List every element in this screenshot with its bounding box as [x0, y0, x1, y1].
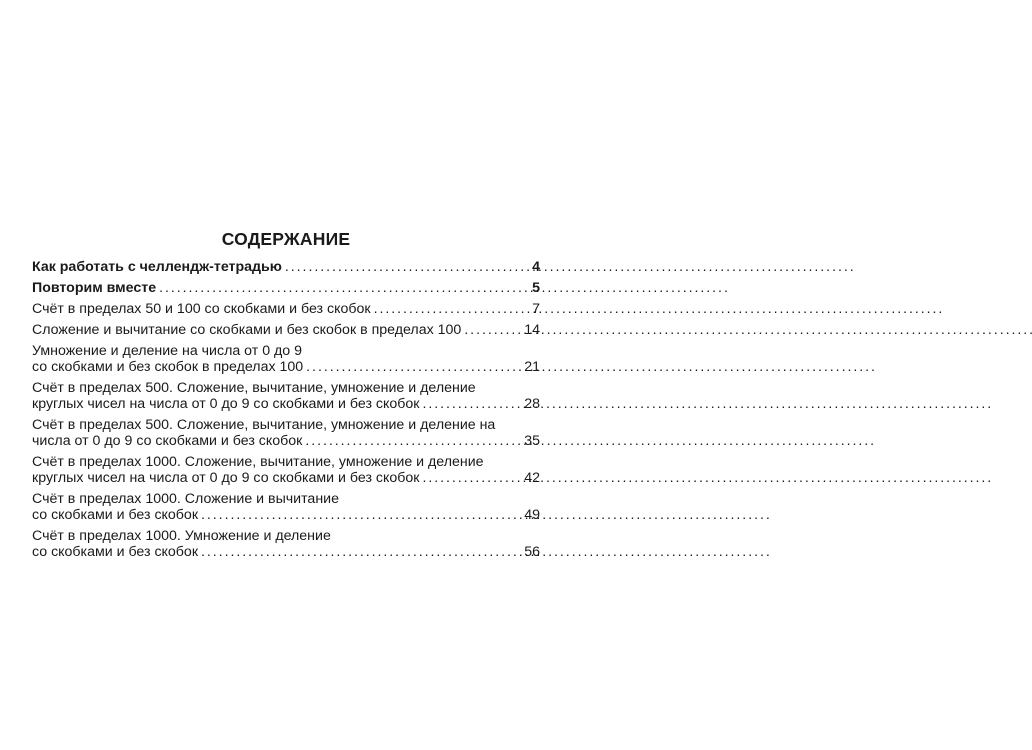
toc-page-number: 56 [524, 544, 540, 560]
toc-page-number: 35 [524, 433, 540, 449]
toc-entry [32, 454, 540, 486]
toc-entry-text: Счёт в пределах 1000. Сложение, вычитание, умножение и деление [32, 454, 484, 470]
toc-title: СОДЕРЖАНИЕ [221, 229, 351, 249]
toc-entry-text: со скобками и без скобок в пределах 100 [32, 359, 304, 375]
toc-entry-text: Счёт в пределах 50 и 100 со скобками и без скобок [32, 301, 371, 317]
leader-dots [464, 322, 521, 338]
toc-entry [32, 528, 540, 560]
toc-entry-text: Счёт в пределах 1000. Сложение и вычитание [32, 491, 339, 507]
toc-entry-text: Счёт в пределах 1000. Умножение и деление [32, 528, 331, 544]
leader-dots [422, 396, 521, 412]
toc-entry-text: Как работать с челлендж-тетрадью [32, 259, 282, 275]
toc-page-number: 14 [524, 322, 540, 338]
toc-entry-text: Счёт в пределах 500. Сложение, вычитание, умножение и деление на [32, 417, 496, 433]
toc-page-number: 5 [532, 280, 540, 296]
toc-page-number: 7 [532, 301, 540, 317]
toc-entry-text: числа от 0 до 9 со скобками и без скобок [32, 433, 303, 449]
toc-entry [32, 280, 540, 296]
toc-entry [32, 322, 540, 338]
leader-dots [374, 301, 525, 317]
table-of-contents [32, 228, 540, 565]
toc-entry [32, 491, 540, 523]
leader-dots [159, 280, 525, 296]
toc-entry-text: Умножение и деление на числа от 0 до 9 [32, 343, 303, 359]
toc-entry-text: круглых чисел на числа от 0 до 9 со скобками и без скобок [32, 396, 420, 412]
toc-page-number: 42 [524, 470, 540, 486]
leader-dots [306, 359, 521, 375]
toc-entry [32, 259, 540, 275]
leader-dots [201, 544, 521, 560]
toc-page-number: 4 [532, 259, 540, 275]
toc-entry-text: со скобками и без скобок [32, 544, 199, 560]
toc-entry [32, 301, 540, 317]
toc-entry [32, 380, 540, 412]
toc-page-number: 21 [524, 359, 540, 375]
toc-entry-text: Счёт в пределах 500. Сложение, вычитание, умножение и деление [32, 380, 476, 396]
toc-entry-text: со скобками и без скобок [32, 507, 199, 523]
toc-page-number: 49 [524, 507, 540, 523]
leader-dots [201, 507, 521, 523]
toc-entry-text: Повторим вместе [32, 280, 157, 296]
toc-entry [32, 417, 540, 449]
toc-entry-text: Сложение и вычитание со скобками и без скобок в пределах 100 [32, 322, 462, 338]
toc-page-number: 28 [524, 396, 540, 412]
leader-dots [422, 470, 521, 486]
leader-dots [285, 259, 525, 275]
toc-entry-text: круглых чисел на числа от 0 до 9 со скобками и без скобок [32, 470, 420, 486]
leader-dots [305, 433, 521, 449]
toc-entry [32, 343, 540, 375]
